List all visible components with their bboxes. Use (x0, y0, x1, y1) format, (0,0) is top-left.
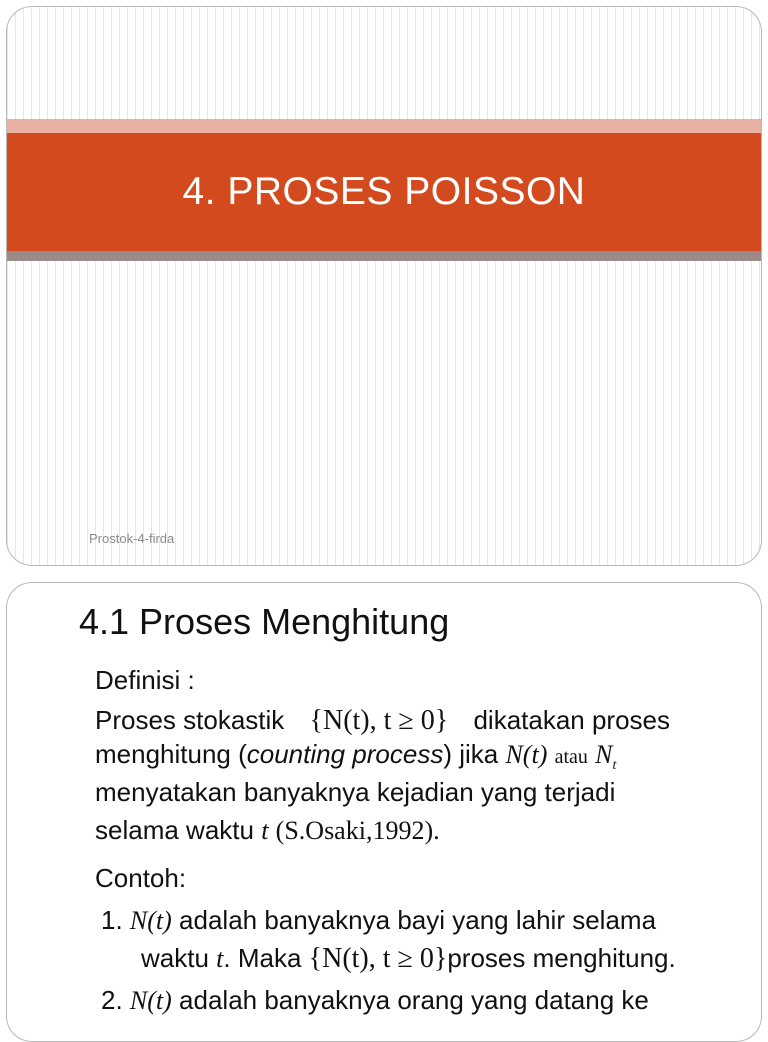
math-n-of-t: N(t) (505, 740, 548, 769)
title-band (7, 133, 761, 251)
atau-word: atau (554, 746, 588, 768)
title-band-bottom-stripe (7, 251, 761, 261)
definition-line-1 (95, 705, 670, 737)
definition-line-4 (95, 815, 440, 846)
example-1-line-2 (141, 943, 676, 975)
title-band-top-stripe (7, 119, 761, 133)
contoh-label: Contoh: (95, 863, 187, 893)
math-t: t (261, 816, 269, 845)
definition-line-3: menyatakan banyaknya kejadian yang terjadi (95, 777, 616, 807)
example-text: proses menghitung. (447, 943, 676, 973)
definition-text: menghitung ( (95, 739, 247, 769)
math-n-sub-t: $N_t$ (595, 740, 617, 774)
example-2-line-1 (101, 985, 649, 1016)
definition-text: selama waktu (95, 815, 254, 845)
list-number: 1. (101, 905, 123, 935)
example-1-line-1 (101, 905, 656, 936)
math-n-of-t: N(t) (129, 986, 172, 1015)
slide-footer: Prostok-4-firda (89, 531, 175, 546)
title-slide (6, 6, 762, 566)
slide-title: 4. PROSES POISSON (182, 170, 586, 213)
example-text: . Maka (223, 943, 302, 973)
example-text: adalah banyaknya bayi yang lahir selama (179, 905, 657, 935)
definition-text: ) jika (443, 739, 499, 769)
example-text: waktu (141, 943, 209, 973)
definition-line-2 (95, 739, 616, 774)
example-text: adalah banyaknya orang yang datang ke (179, 985, 649, 1015)
math-t: t (216, 944, 224, 973)
definition-text: Proses stokastik (95, 705, 285, 735)
math-n-of-t: N(t) (129, 906, 172, 935)
content-slide (6, 582, 762, 1042)
definition-italic-term: counting process (246, 739, 444, 769)
citation: (S.Osaki,1992). (275, 816, 440, 845)
math-set-expression: {N(t), t ≥ 0} (309, 705, 449, 736)
math-set-expression: {N(t), t ≥ 0} (308, 943, 448, 974)
definition-text: dikatakan proses (473, 705, 671, 735)
section-heading: 4.1 Proses Menghitung (79, 601, 450, 642)
list-number: 2. (101, 985, 123, 1015)
definisi-label: Definisi : (95, 665, 195, 695)
